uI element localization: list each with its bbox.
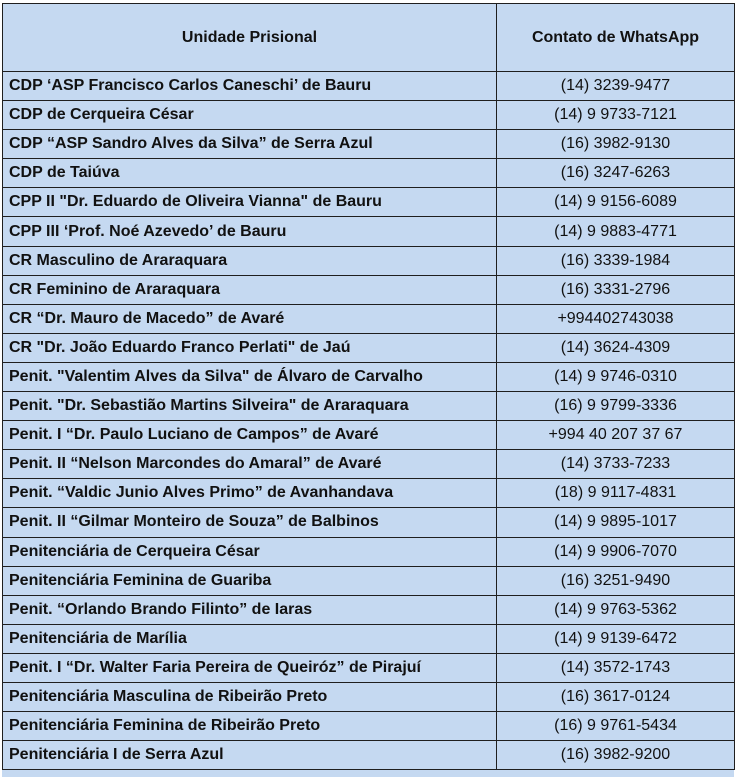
unit-name-cell: Penit. I “Dr. Paulo Luciano de Campos” de Avaré — [3, 421, 497, 450]
unit-name-cell: Penit. “Orlando Brando Filinto” de Iaras — [3, 595, 497, 624]
unit-name-cell: CR “Dr. Mauro de Macedo” de Avaré — [3, 304, 497, 333]
whatsapp-contact-cell: (14) 9 9895-1017 — [497, 508, 735, 537]
whatsapp-contact-cell: (14) 9 9746-0310 — [497, 362, 735, 391]
table-row — [3, 741, 735, 770]
table-row — [3, 72, 735, 101]
unit-name-cell: Penit. II “Gilmar Monteiro de Souza” de Balbinos — [3, 508, 497, 537]
table-row — [3, 188, 735, 217]
whatsapp-contact-cell: (16) 3251-9490 — [497, 566, 735, 595]
table-row — [3, 624, 735, 653]
table-row — [3, 653, 735, 682]
table-row — [3, 392, 735, 421]
table-row — [3, 246, 735, 275]
table-row — [3, 159, 735, 188]
table-row — [3, 508, 735, 537]
table-row — [3, 217, 735, 246]
whatsapp-contact-cell: (16) 3617-0124 — [497, 682, 735, 711]
whatsapp-contact-cell: (16) 3982-9130 — [497, 130, 735, 159]
whatsapp-contact-cell: (16) 3982-9200 — [497, 741, 735, 770]
whatsapp-contact-cell: (14) 3733-7233 — [497, 450, 735, 479]
unit-name-cell: CR Masculino de Araraquara — [3, 246, 497, 275]
whatsapp-contact-cell: (16) 9 9799-3336 — [497, 392, 735, 421]
unit-column-header: Unidade Prisional — [3, 4, 497, 72]
table-row — [3, 130, 735, 159]
unit-name-cell: Penitenciária de Marília — [3, 624, 497, 653]
table-row — [3, 304, 735, 333]
unit-name-cell: Penit. I “Dr. Walter Faria Pereira de Queiróz” de Pirajuí — [3, 653, 497, 682]
table-row — [3, 537, 735, 566]
unit-name-cell: Penitenciária Feminina de Guariba — [3, 566, 497, 595]
unit-name-cell: CDP de Cerqueira César — [3, 101, 497, 130]
whatsapp-contact-cell: (14) 9 9139-6472 — [497, 624, 735, 653]
whatsapp-contact-cell: (14) 3239-9477 — [497, 72, 735, 101]
unit-name-cell: Penit. "Dr. Sebastião Martins Silveira" de Araraquara — [3, 392, 497, 421]
table-header-row — [3, 4, 735, 72]
table-row — [3, 275, 735, 304]
whatsapp-contact-cell: (14) 9 9906-7070 — [497, 537, 735, 566]
table-row — [3, 362, 735, 391]
unit-name-cell: CDP ‘ASP Francisco Carlos Caneschi’ de Bauru — [3, 72, 497, 101]
table-row — [3, 712, 735, 741]
whatsapp-contact-cell: (16) 3331-2796 — [497, 275, 735, 304]
unit-name-cell: CPP III ‘Prof. Noé Azevedo’ de Bauru — [3, 217, 497, 246]
unit-name-cell: Penitenciária Masculina de Ribeirão Preto — [3, 682, 497, 711]
whatsapp-contact-cell: +994 40 207 37 67 — [497, 421, 735, 450]
table-body — [3, 72, 735, 770]
unit-name-cell: CPP II "Dr. Eduardo de Oliveira Vianna" de Bauru — [3, 188, 497, 217]
whatsapp-contact-cell: (14) 9 9156-6089 — [497, 188, 735, 217]
table-row — [3, 479, 735, 508]
table-row — [3, 101, 735, 130]
whatsapp-contact-cell: (14) 9 9733-7121 — [497, 101, 735, 130]
unit-name-cell: Penitenciária I de Serra Azul — [3, 741, 497, 770]
unit-name-cell: CR Feminino de Araraquara — [3, 275, 497, 304]
unit-name-cell: CR "Dr. João Eduardo Franco Perlati" de Jaú — [3, 333, 497, 362]
unit-name-cell: Penit. II “Nelson Marcondes do Amaral” de Avaré — [3, 450, 497, 479]
unit-name-cell: Penitenciária Feminina de Ribeirão Preto — [3, 712, 497, 741]
unit-name-cell: Penit. "Valentim Alves da Silva" de Álvaro de Carvalho — [3, 362, 497, 391]
unit-name-cell: Penitenciária de Cerqueira César — [3, 537, 497, 566]
prison-contacts-table — [2, 3, 735, 770]
table-row — [3, 595, 735, 624]
whatsapp-contact-cell: (18) 9 9117-4831 — [497, 479, 735, 508]
contact-column-header: Contato de WhatsApp — [497, 4, 735, 72]
unit-name-cell: CDP de Taiúva — [3, 159, 497, 188]
table-row — [3, 682, 735, 711]
unit-name-cell: CDP “ASP Sandro Alves da Silva” de Serra Azul — [3, 130, 497, 159]
table-row — [3, 450, 735, 479]
whatsapp-contact-cell: (16) 3247-6263 — [497, 159, 735, 188]
whatsapp-contact-cell: +994402743038 — [497, 304, 735, 333]
whatsapp-contact-cell: (16) 9 9761-5434 — [497, 712, 735, 741]
table-row — [3, 566, 735, 595]
table-row — [3, 421, 735, 450]
whatsapp-contact-cell: (14) 9 9763-5362 — [497, 595, 735, 624]
whatsapp-contact-cell: (14) 3624-4309 — [497, 333, 735, 362]
contacts-sheet — [2, 3, 734, 777]
unit-name-cell: Penit. “Valdic Junio Alves Primo” de Avanhandava — [3, 479, 497, 508]
table-row — [3, 333, 735, 362]
whatsapp-contact-cell: (14) 3572-1743 — [497, 653, 735, 682]
whatsapp-contact-cell: (14) 9 9883-4771 — [497, 217, 735, 246]
whatsapp-contact-cell: (16) 3339-1984 — [497, 246, 735, 275]
